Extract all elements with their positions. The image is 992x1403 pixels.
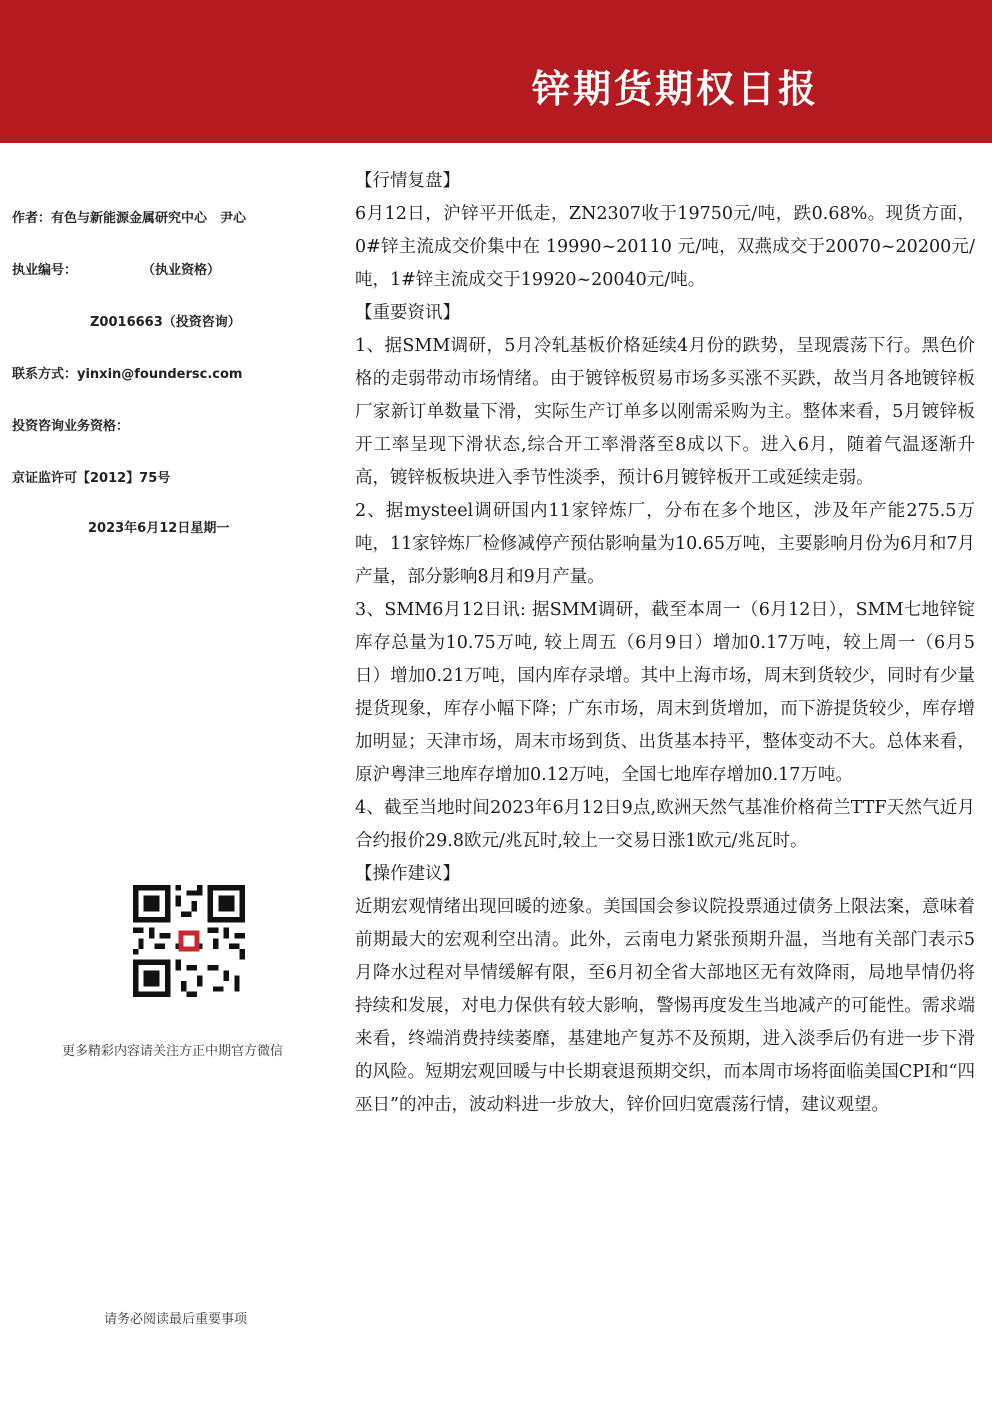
market-review-heading: 【行情复盘】 xyxy=(355,171,460,191)
qr-caption: 更多精彩内容请关注方正中期官方微信 xyxy=(62,1044,284,1059)
contact-info: 联系方式：yinxin@foundersc.com xyxy=(12,367,243,382)
market-review-text: 6月12日，沪锌平开低走，ZN2307收于19750元/吨，跌0.68%。现货方面，0#锌主流成交价集中在 19990~20110 元/吨，双燕成交于20070~20200元/吨，1#锌主流成交于19920~20040元/吨。 xyxy=(355,204,975,290)
news-item: 2、据mysteel调研国内11家锌炼厂，分布在多个地区，涉及年产能275.5万吨，11家锌炼厂检修减停产预估影响量为10.65万吨，主要影响月份为6月和7月产量，部分影响8月和9月产量。 xyxy=(355,501,975,587)
license-number: Z0016663（投资咨询） xyxy=(90,315,241,330)
news-item: 1、据SMM调研，5月冷轧基板价格延续4月份的跌势，呈现震荡下行。黑色价格的走弱带动市场情绪。由于镀锌板贸易市场多买涨不买跌，故当月各地镀锌板厂家新订单数量下滑，实际生产订单多以刚需采购为主。整体来看，5月镀锌板开工率呈现下滑状态,综合开工率滑落至8成以下。进入6月，随着气温逐渐升高，镀锌板板块进入季节性淡季，预计6月镀锌板开工或延续走弱。 xyxy=(355,336,975,488)
disclaimer-notice: 请务必阅读最后重要事项 xyxy=(104,1312,248,1327)
header-banner xyxy=(0,0,992,143)
news-heading: 【重要资讯】 xyxy=(355,303,460,323)
advice-heading: 【操作建议】 xyxy=(355,864,460,884)
report-title: 锌期货期权日报 xyxy=(532,67,820,111)
news-item: 4、截至当地时间2023年6月12日9点,欧洲天然气基准价格荷兰TTF天然气近月合约报价29.8欧元/兆瓦时,较上一交易日涨1欧元/兆瓦时。 xyxy=(355,798,975,851)
author-info: 作者：有色与新能源金属研究中心 尹心 xyxy=(12,211,247,226)
qualification-label: 投资咨询业务资格： xyxy=(12,419,130,434)
advice-text: 近期宏观情绪出现回暖的迹象。美国国会参议院投票通过债务上限法案，意味着前期最大的宏观利空出清。此外，云南电力紧张预期升温，当地有关部门表示5月降水过程对旱情缓解有限，至6月初全省大部地区无有效降雨，局地旱情仍将持续和发展，对电力保供有较大影响，警惕再度发生当地减产的可能性。需求端来看，终端消费持续萎靡，基建地产复苏不及预期，进入淡季后仍有进一步下滑的风险。短期宏观回暖与中长期衰退预期交织，而本周市场将面临美国CPI和“四巫日”的冲击，波动料进一步放大，锌价回归宽震荡行情，建议观望。 xyxy=(355,897,975,1115)
sidebar xyxy=(0,143,330,1403)
report-date: 2023年6月12日星期一 xyxy=(88,521,230,536)
qualification-value: 京证监许可【2012】75号 xyxy=(12,471,171,486)
wechat-qr-code xyxy=(133,885,245,997)
report-body xyxy=(355,165,975,1122)
news-item: 3、SMM6月12日讯: 据SMM调研，截至本周一（6月12日），SMM七地锌锭库存总量为10.75万吨, 较上周五（6月9日）增加0.17万吨，较上周一（6月5日）增加0.21万吨，国内库存录增。其中上海市场，周末到货较少，同时有少量提货现象，库存小幅下降；广东市场，周末到货增加，而下游提货较少，库存增加明显；天津市场，周末市场到货、出货基本持平，整体变动不大。总体来看，原沪粤津三地库存增加0.12万吨，全国七地库存增加0.17万吨。 xyxy=(355,600,975,785)
license-label: 执业编号： （执业资格） xyxy=(12,263,221,278)
